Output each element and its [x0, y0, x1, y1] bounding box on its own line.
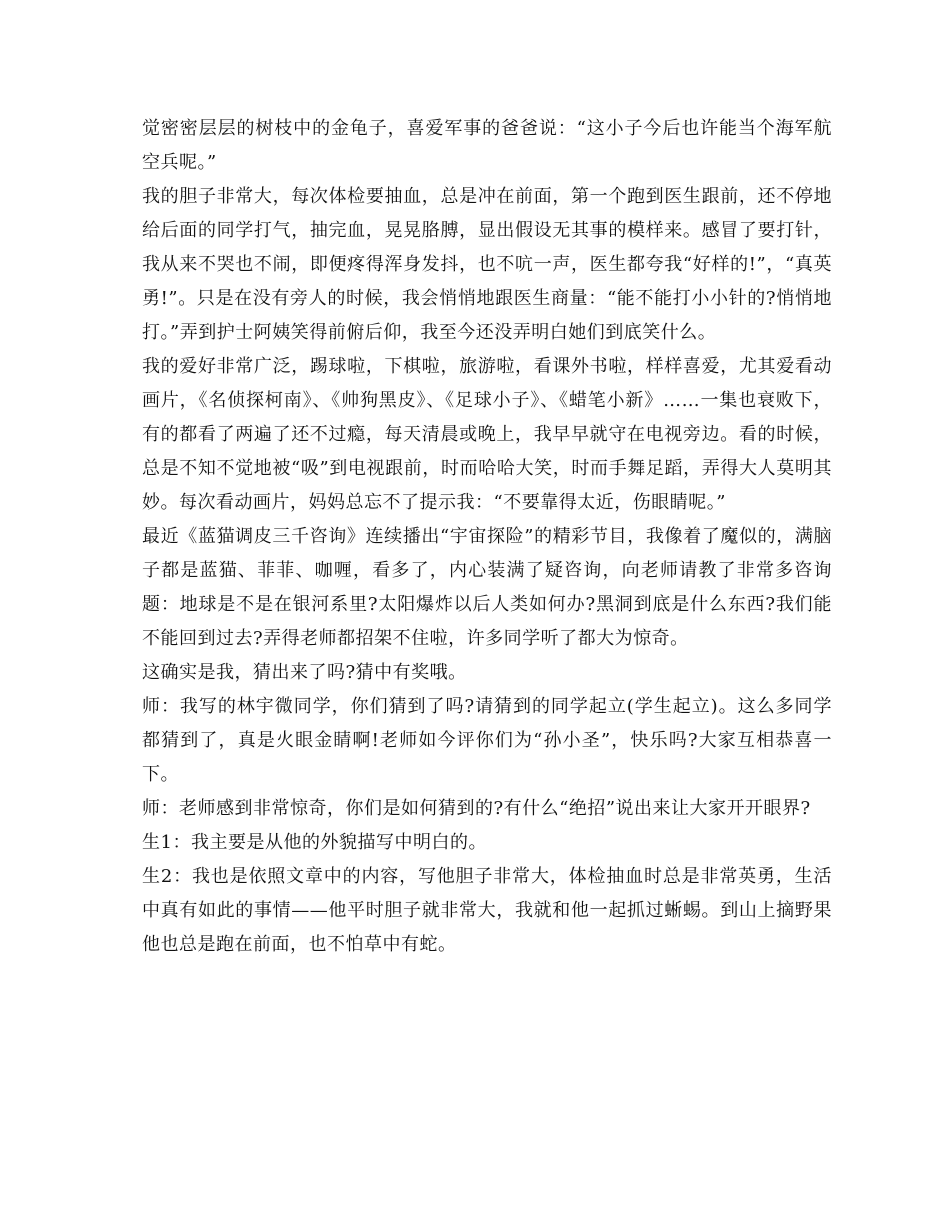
paragraph-9: 生2：我也是依照文章中的内容，写他胆子非常大，体检抽血时总是非常英勇，生活中真有如此的事情——他平时胆子就非常大，我就和他一起抓过蜥蜴。到山上摘野果他也总是跑在前面，也不怕草中有蛇。 [142, 866, 832, 955]
document-body [142, 112, 832, 962]
paragraph-3: 我的爱好非常广泛，踢球啦，下棋啦，旅游啦，看课外书啦，样样喜爱，尤其爱看动画片，《名侦探柯南》、《帅狗黑皮》、《足球小子》、《蜡笔小新》……一集也衰败下，有的都看了两遍了还不过瘾，每天清晨或晚上，我早早就守在电视旁边。看的时候，总是不知不觉地被“吸”到电视跟前，时而哈哈大笑，时而手舞足蹈，弄得大人莫明其妙。每次看动画片，妈妈总忘不了提示我：“不要靠得太近，伤眼睛呢。” [142, 356, 832, 513]
paragraph-4: 最近《蓝猫调皮三千咨询》连续播出“宇宙探险”的精彩节目，我像着了魔似的，满脑子都是蓝猫、菲菲、咖喱，看多了，内心装满了疑咨询，向老师请教了非常多咨询题：地球是不是在银河系里?太阳爆炸以后人类如何办?黑洞到底是什么东西?我们能不能回到过去?弄得老师都招架不住啦，许多同学听了都大为惊奇。 [142, 526, 832, 649]
paragraph-8: 生1：我主要是从他的外貌描写中明白的。 [142, 832, 487, 853]
paragraph-2: 我的胆子非常大，每次体检要抽血，总是冲在前面，第一个跑到医生跟前，还不停地给后面的同学打气，抽完血，晃晃胳膊，显出假设无其事的模样来。感冒了要打针，我从来不哭也不闹，即便疼得浑身发抖，也不吭一声，医生都夸我“好样的!”，“真英勇!”。只是在没有旁人的时候，我会悄悄地跟医生商量：“能不能打小小针的?悄悄地打。”弄到护士阿姨笑得前俯后仰，我至今还没弄明白她们到底笑什么。 [142, 186, 832, 343]
paragraph-6: 师：我写的林宇微同学，你们猜到了吗?请猜到的同学起立(学生起立)。这么多同学都猜到了，真是火眼金睛啊!老师如今评你们为“孙小圣”，快乐吗?大家互相恭喜一下。 [142, 696, 832, 785]
paragraph-7: 师：老师感到非常惊奇，你们是如何猜到的?有什么“绝招”说出来让大家开开眼界? [142, 798, 811, 819]
paragraph-5: 这确实是我，猜出来了吗?猜中有奖哦。 [142, 662, 467, 683]
paragraph-1: 觉密密层层的树枝中的金龟子，喜爱军事的爸爸说：“这小子今后也许能当个海军航空兵呢。” [142, 118, 832, 173]
